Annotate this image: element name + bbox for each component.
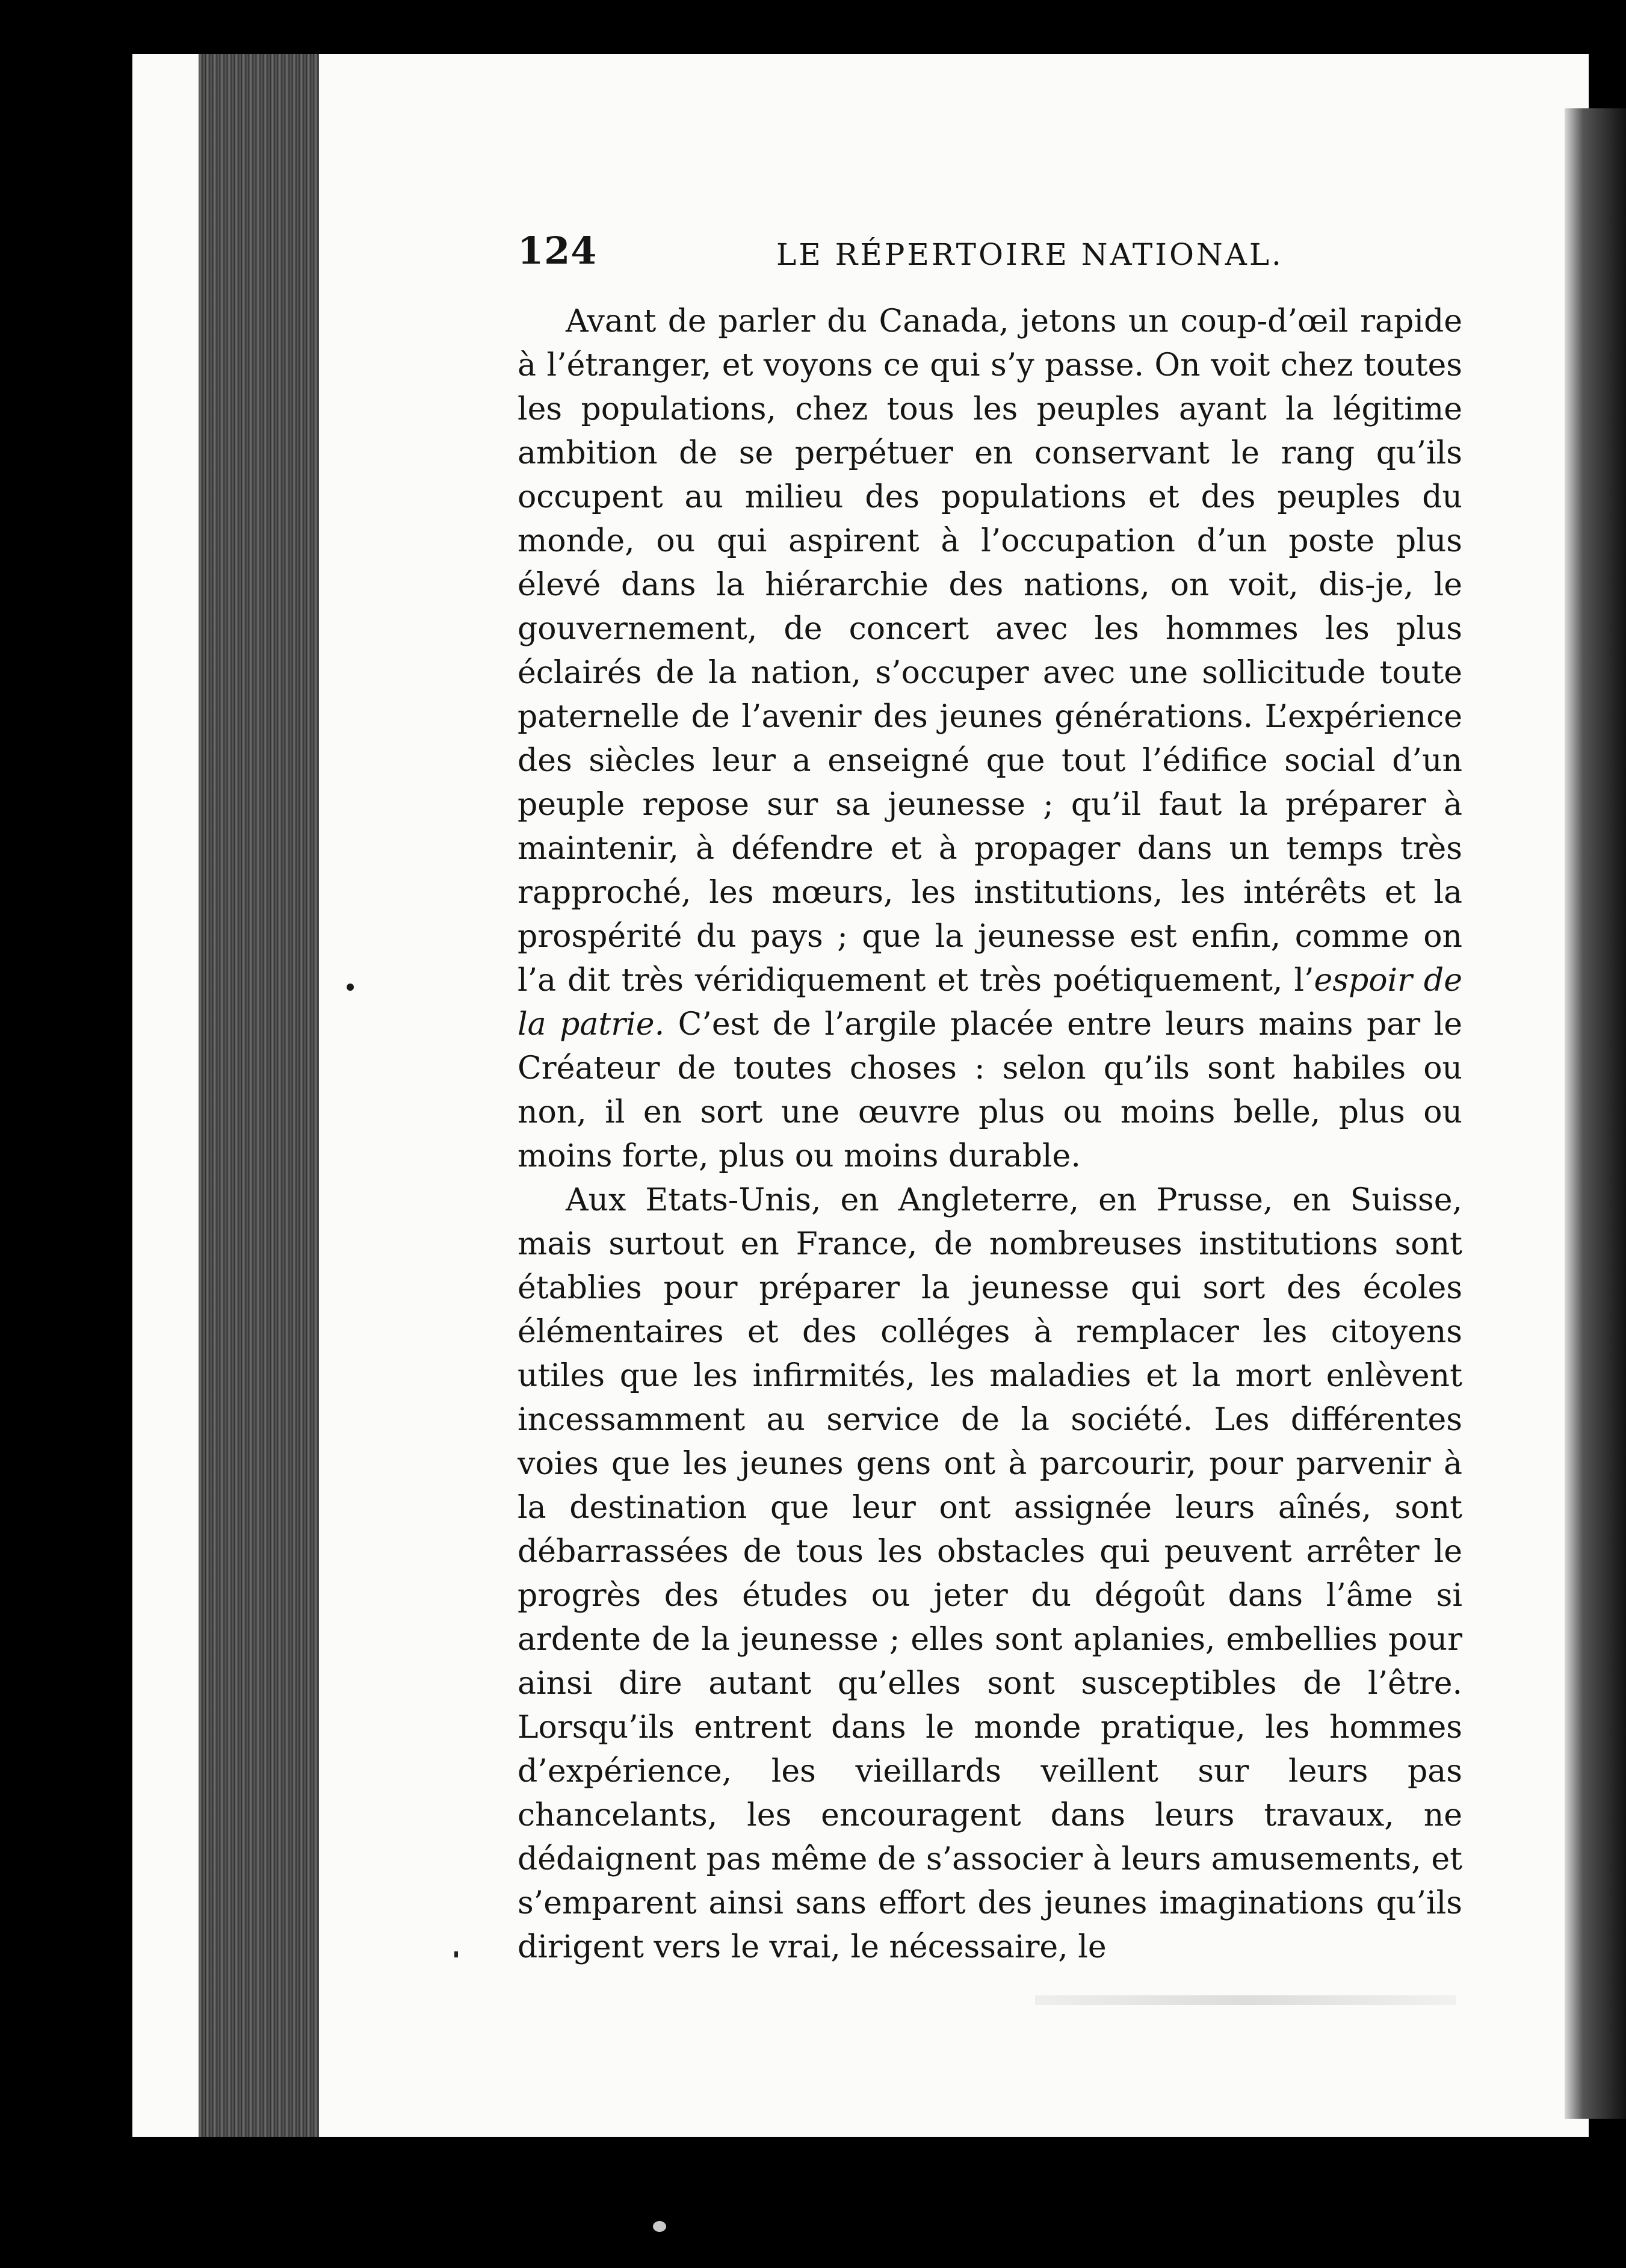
running-title: LE RÉPERTOIRE NATIONAL. [776,237,1284,272]
scan-speck [347,984,354,991]
page-number: 124 [518,229,598,273]
paragraph-1-text-end: C’est de l’argile placée entre leurs mains par le Créateur de toutes choses : selon qu’ils sont habiles ou non, il en sort une œuvre plus ou moins belle, plus ou moins forte, plus ou moins durable. [518,1006,1462,1174]
scan-speck [653,2221,666,2232]
body-text [518,300,1462,1969]
binding-gutter-shadow [199,54,319,2137]
paragraph-2: Aux Etats-Unis, en Angleterre, en Prusse, en Suisse, mais surtout en France, de nombreuses institutions sont établies pour préparer la jeunesse qui sort des écoles élémentaires et des colléges à remplacer les citoyens utiles que les infirmités, les maladies et la mort enlèvent incessamment au service de la société. Les différentes voies que les jeunes gens ont à parcourir, pour parvenir à la destination que leur ont assignée leurs aînés, sont débarrassées de tous les obstacles qui peuvent arrêter le progrès des études ou jeter du dégoût dans l’âme si ardente de la jeunesse ; elles sont aplanies, embellies pour ainsi dire autant qu’elles sont susceptibles de l’être. Lorsqu’ils entrent dans le monde pratique, les hommes d’expérience, les vieillards veillent sur leurs pas chancelants, les encouragent dans leurs travaux, ne dédaignent pas même de s’associer à leurs amusements, et s’emparent ainsi sans effort des jeunes imaginations qu’ils dirigent vers le vrai, le nécessaire, le [518,1182,1462,1965]
paragraph-1 [518,300,1462,1179]
text-block [518,229,1462,1969]
scan-speck [454,1951,458,1957]
italic-phrase: espoir de la patrie. [518,962,1462,1043]
running-header [518,229,1462,289]
paragraph-1-text-start: Avant de parler du Canada, jetons un coup-d’œil rapide à l’étranger, et voyons ce qui s’y passe. On voit chez toutes les populations, chez tous les peuples ayant la légitime ambition de se perpétuer en conservant le rang qu’ils occupent au milieu des populations et des peuples du monde, ou qui aspirent à l’occupation d’un poste plus élevé dans la hiérarchie des nations, on voit, dis-je, le gouvernement, de concert avec les hommes les plus éclairés de la nation, s’occuper avec une sollicitude toute paternelle de l’avenir des jeunes générations. L’expérience des siècles leur a enseigné que tout l’édifice social d’un peuple repose sur sa jeunesse ; qu’il faut la préparer à maintenir, à défendre et à propager dans un temps très rapproché, les mœurs, les institutions, les intérêts et la prospérité du pays ; que la jeunesse est enfin, comme on l’a dit très véridiquement et très poétiquement, l’ [518,303,1462,999]
right-edge-shadow [1565,108,1626,2119]
show-through-trace [1035,1995,1456,2005]
